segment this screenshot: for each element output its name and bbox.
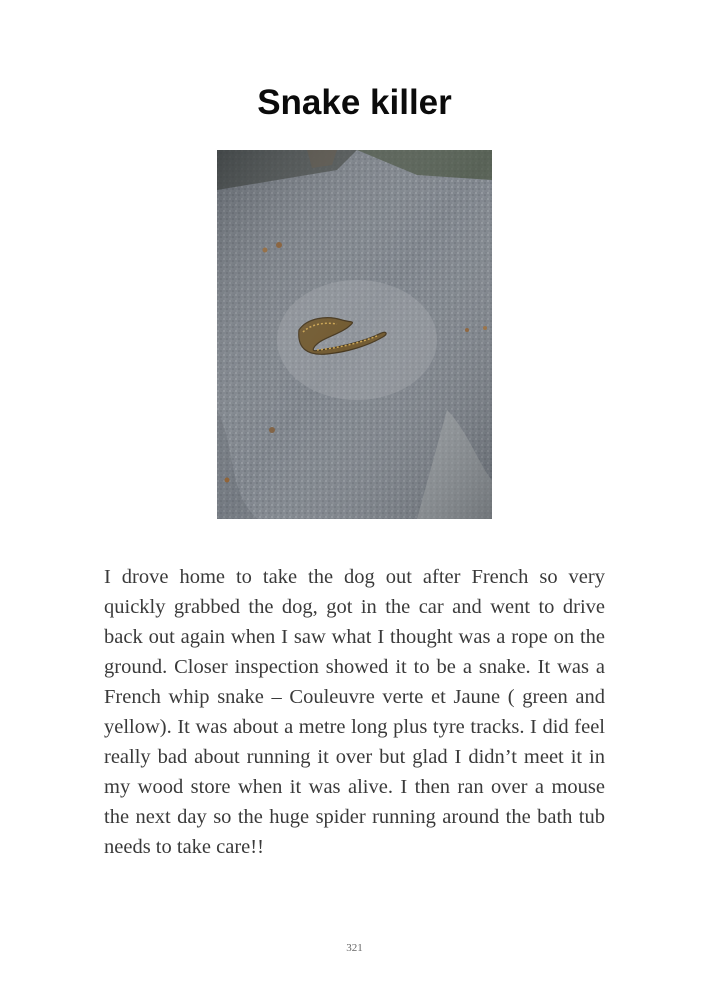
- page-title: Snake killer: [257, 83, 452, 122]
- page-number: 321: [346, 942, 363, 954]
- body-paragraph: I drove home to take the dog out after French so very quickly grabbed the dog, got in the car and went to drive back out again when I saw what I thought was a rope on the ground. Closer inspection showed it to be a snake. It was a French whip snake – Couleuvre verte et Jaune ( green and yellow). It was about a metre long plus tyre tracks. I did feel really bad about running it over but glad I didn’t meet it in my wood store when it was alive. I then ran over a mouse the next day so the huge spider running around the bath tub needs to take care!!: [104, 566, 605, 858]
- snake-photo: [217, 150, 492, 519]
